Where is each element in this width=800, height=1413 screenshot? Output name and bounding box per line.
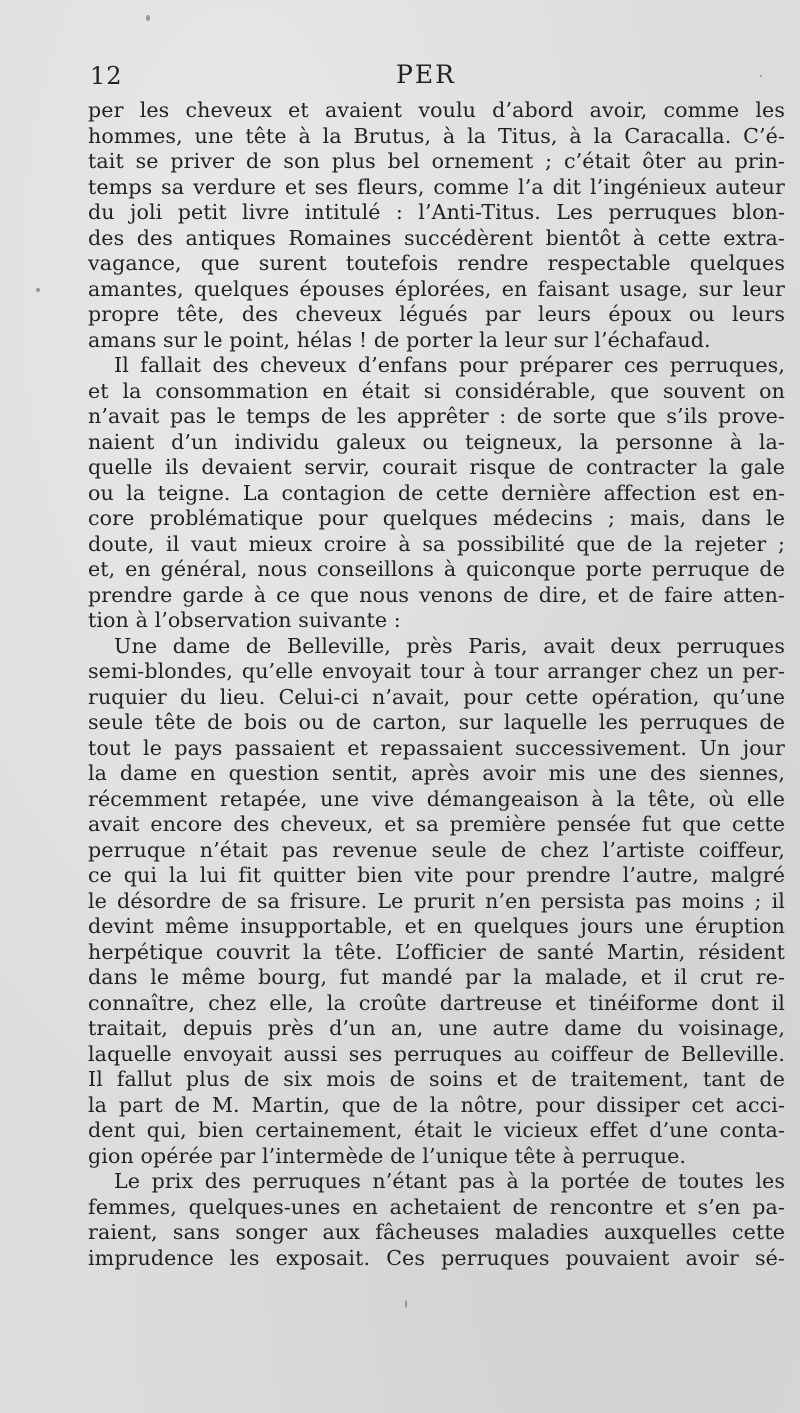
text-line: récemment retapée, une vive démangeaison à la tête, où elle [88, 786, 785, 811]
text-line: dans le même bourg, fut mandé par la malade, et il crut re- [88, 965, 785, 989]
speck [760, 75, 762, 77]
text-line: n’avait pas le temps de les apprêter : de sorte que s’ils prove- [88, 404, 785, 428]
text-line: prendre garde à ce que nous venons de dire, et de faire atten- [88, 582, 785, 607]
text-line: raient, sans songer aux fâcheuses maladies auxquelles cette [88, 1220, 785, 1244]
text-line: la part de M. Martin, que de la nôtre, pour dissiper cet acci- [88, 1092, 785, 1117]
text-line: ou la teigne. La contagion de cette dernière affection est en- [88, 480, 785, 505]
text-line: devint même insupportable, et en quelques jours une éruption [88, 914, 785, 938]
text-line: connaître, chez elle, la croûte dartreuse et tinéiforme dont il [88, 990, 785, 1015]
body-text [88, 98, 785, 1271]
text-line: du joli petit livre intitulé : l’Anti-Titus. Les perruques blon- [88, 200, 785, 224]
text-line: vagance, que surent toutefois rendre respectable quelques [88, 251, 785, 275]
text-line: des des antiques Romaines succédèrent bientôt à cette extra- [88, 225, 785, 250]
text-line: amantes, quelques épouses éplorées, en faisant usage, sur leur [88, 276, 785, 301]
text-line: semi-blondes, qu’elle envoyait tour à tour arranger chez un per- [88, 659, 785, 683]
text-line: ce qui la lui fit quitter bien vite pour prendre l’autre, malgré [88, 863, 785, 887]
text-line: hommes, une tête à la Brutus, à la Titus, à la Caracalla. C’é- [88, 123, 785, 148]
speck [405, 1300, 407, 1308]
speck [36, 288, 40, 292]
speck [146, 15, 150, 21]
text-line: perruque n’était pas revenue seule de chez l’artiste coiffeur, [88, 837, 785, 862]
text-line: seule tête de bois ou de carton, sur laquelle les perruques de [88, 710, 785, 734]
text-line: propre tête, des cheveux légués par leurs époux ou leurs [88, 302, 785, 326]
text-line: tout le pays passaient et repassaient successivement. Un jour [88, 735, 785, 760]
running-head: PER [396, 60, 456, 89]
text-line: ruquier du lieu. Celui-ci n’avait, pour cette opération, qu’une [88, 684, 785, 709]
text-line: et, en général, nous conseillons à quiconque porte perruque de [88, 557, 785, 581]
text-line: quelle ils devaient servir, courait risque de contracter la gale [88, 455, 785, 479]
text-line: temps sa verdure et ses fleurs, comme l’a dit l’ingénieux auteur [88, 174, 785, 199]
text-line: amans sur le point, hélas ! de porter la leur sur l’échafaud. [88, 327, 711, 352]
text-line: traitait, depuis près d’un an, une autre dame du voisinage, [88, 1016, 785, 1040]
text-line: Le prix des perruques n’étant pas à la portée de toutes les [114, 1169, 785, 1193]
text-line: gion opérée par l’intermède de l’unique tête à perruque. [88, 1143, 687, 1168]
text-line: per les cheveux et avaient voulu d’abord avoir, comme les [88, 98, 785, 122]
text-line: avait encore des cheveux, et sa première pensée fut que cette [88, 812, 785, 836]
text-line: la dame en question sentit, après avoir mis une des siennes, [88, 761, 785, 785]
text-line: doute, il vaut mieux croire à sa possibilité que de la rejeter ; [88, 531, 785, 556]
text-line: femmes, quelques-unes en achetaient de rencontre et s’en pa- [88, 1194, 785, 1219]
text-line: tait se priver de son plus bel ornement ; c’était ôter au prin- [88, 149, 785, 173]
text-line: tion à l’observation suivante : [88, 608, 401, 632]
text-line: Il fallut plus de six mois de soins et de traitement, tant de [88, 1067, 785, 1091]
text-line: Il fallait des cheveux d’enfans pour préparer ces perruques, [114, 353, 785, 377]
text-line: le désordre de sa frisure. Le prurit n’en persista pas moins ; il [88, 888, 785, 913]
text-line: naient d’un individu galeux ou teigneux, la personne à la- [88, 429, 785, 454]
text-line: Une dame de Belleville, près Paris, avait deux perruques [114, 633, 785, 658]
text-line: laquelle envoyait aussi ses perruques au coiffeur de Belleville. [88, 1041, 785, 1066]
text-line: imprudence les exposait. Ces perruques pouvaient avoir sé- [88, 1245, 785, 1270]
text-line: dent qui, bien certainement, était le vicieux effet d’une conta- [88, 1118, 785, 1142]
page-header [90, 58, 790, 92]
page-number: 12 [90, 62, 123, 90]
text-line: core problématique pour quelques médecins ; mais, dans le [88, 506, 785, 530]
text-line: et la consommation en était si considérable, que souvent on [88, 378, 785, 403]
text-line: herpétique couvrit la tête. L’officier de santé Martin, résident [88, 939, 785, 964]
